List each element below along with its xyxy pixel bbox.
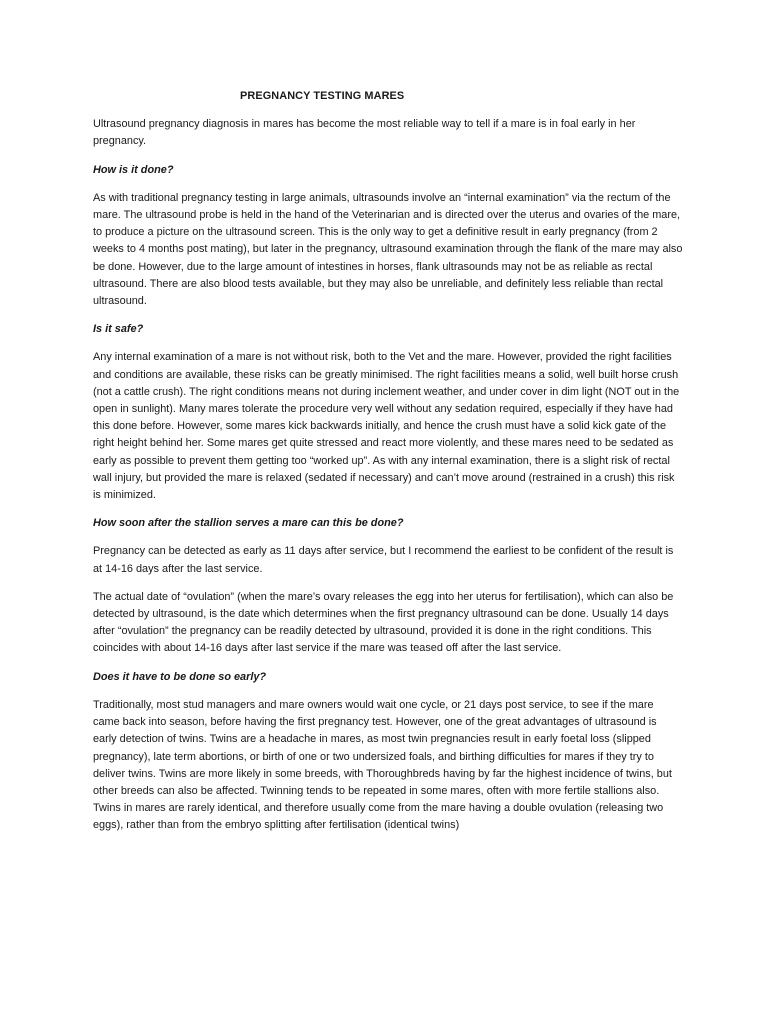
paragraph-does-it-have-to-be-early: Traditionally, most stud managers and mare owners would wait one cycle, or 21 days post service, to see if the mare came back into season, before having the first pregnancy test. However, one of the great advantages of ultrasound is early detection of twins. Twins are a headache in mares, as most twin pregnancies result in early foetal loss (slipped pregnancy), late term abortions, or birth of one or two undersized foals, and birthing difficulties for mares if they try to deliver twins. Twins are more likely in some breeds, with Thoroughbreds having by far the highest incidence of twins, but other breeds can also be affected. Twinning tends to be repeated in some mares, often with more fertile stallions also. Twins in mares are rarely identical, and therefore usually come from the mare having a double ovulation (releasing two eggs), rather than from the embryo splitting after fertilisation (identical twins) — [93, 698, 672, 832]
paragraph-how-soon-2: The actual date of “ovulation” (when the mare’s ovary releases the egg into her uterus for fertilisation), which can also be detected by ultrasound, is the date which determines when the first pregnancy ultrasound can be done. Usually 14 days after “ovulation” the pregnancy can be readily detected by ultrasound, provided it is done in the right conditions. This coincides with about 14-16 days after last service if the mare was teased off after the last service. — [93, 590, 674, 655]
section-heading-is-it-safe: Is it safe? — [93, 323, 144, 336]
paragraph-how-is-it-done: As with traditional pregnancy testing in large animals, ultrasounds involve an “internal examination” via the rectum of the mare. The ultrasound probe is held in the hand of the Veterinarian and is directed over the uterus and ovaries of the mare, to produce a picture on the ultrasound screen. This is the only way to get a definitive result in early pregnancy (from 2 weeks to 4 months post mating), but later in the pregnancy, ultrasound examination through the flank of the mare may also be done. However, due to the large amount of intestines in horses, flank ultrasounds may not be as reliable as rectal ultrasound. There are also blood tests available, but they may also be unreliable, and definitely less reliable than rectal ultrasound. — [93, 191, 683, 308]
document-title: PREGNANCY TESTING MARES — [240, 90, 405, 102]
document-page — [93, 88, 683, 846]
section-heading-how-is-it-done: How is it done? — [93, 163, 174, 176]
intro-paragraph: Ultrasound pregnancy diagnosis in mares has become the most reliable way to tell if a mare is in foal early in her pregnancy. — [93, 118, 636, 148]
section-heading-how-soon: How soon after the stallion serves a mare can this be done? — [93, 517, 404, 530]
paragraph-how-soon-1: Pregnancy can be detected as early as 11 days after service, but I recommend the earliest to be confident of the result is at 14-16 days after the last service. — [93, 545, 674, 575]
section-heading-does-it-have-to-be-early: Does it have to be done so early? — [93, 670, 267, 683]
paragraph-is-it-safe: Any internal examination of a mare is not without risk, both to the Vet and the mare. However, provided the right facilities and conditions are available, these risks can be greatly minimised. The right facilities means a solid, well built horse crush (not a cattle crush). The right conditions means not during inclement weather, and under cover in dim light (NOT out in the open in sunlight). Many mares tolerate the procedure very well without any sedation required, especially if they have had this done before. However, some mares kick backwards initially, and hence the crush must have a solid kick gate of the right height behind her. Some mares get quite stressed and react more violently, and these mares need to be sedated as early as possible to prevent them getting too “worked up”. As with any internal examination, there is a slight risk of rectal wall injury, but provided the mare is relaxed (sedated if necessary) and can’t move around (restrained in a crush) this risk is minimized. — [93, 351, 680, 502]
